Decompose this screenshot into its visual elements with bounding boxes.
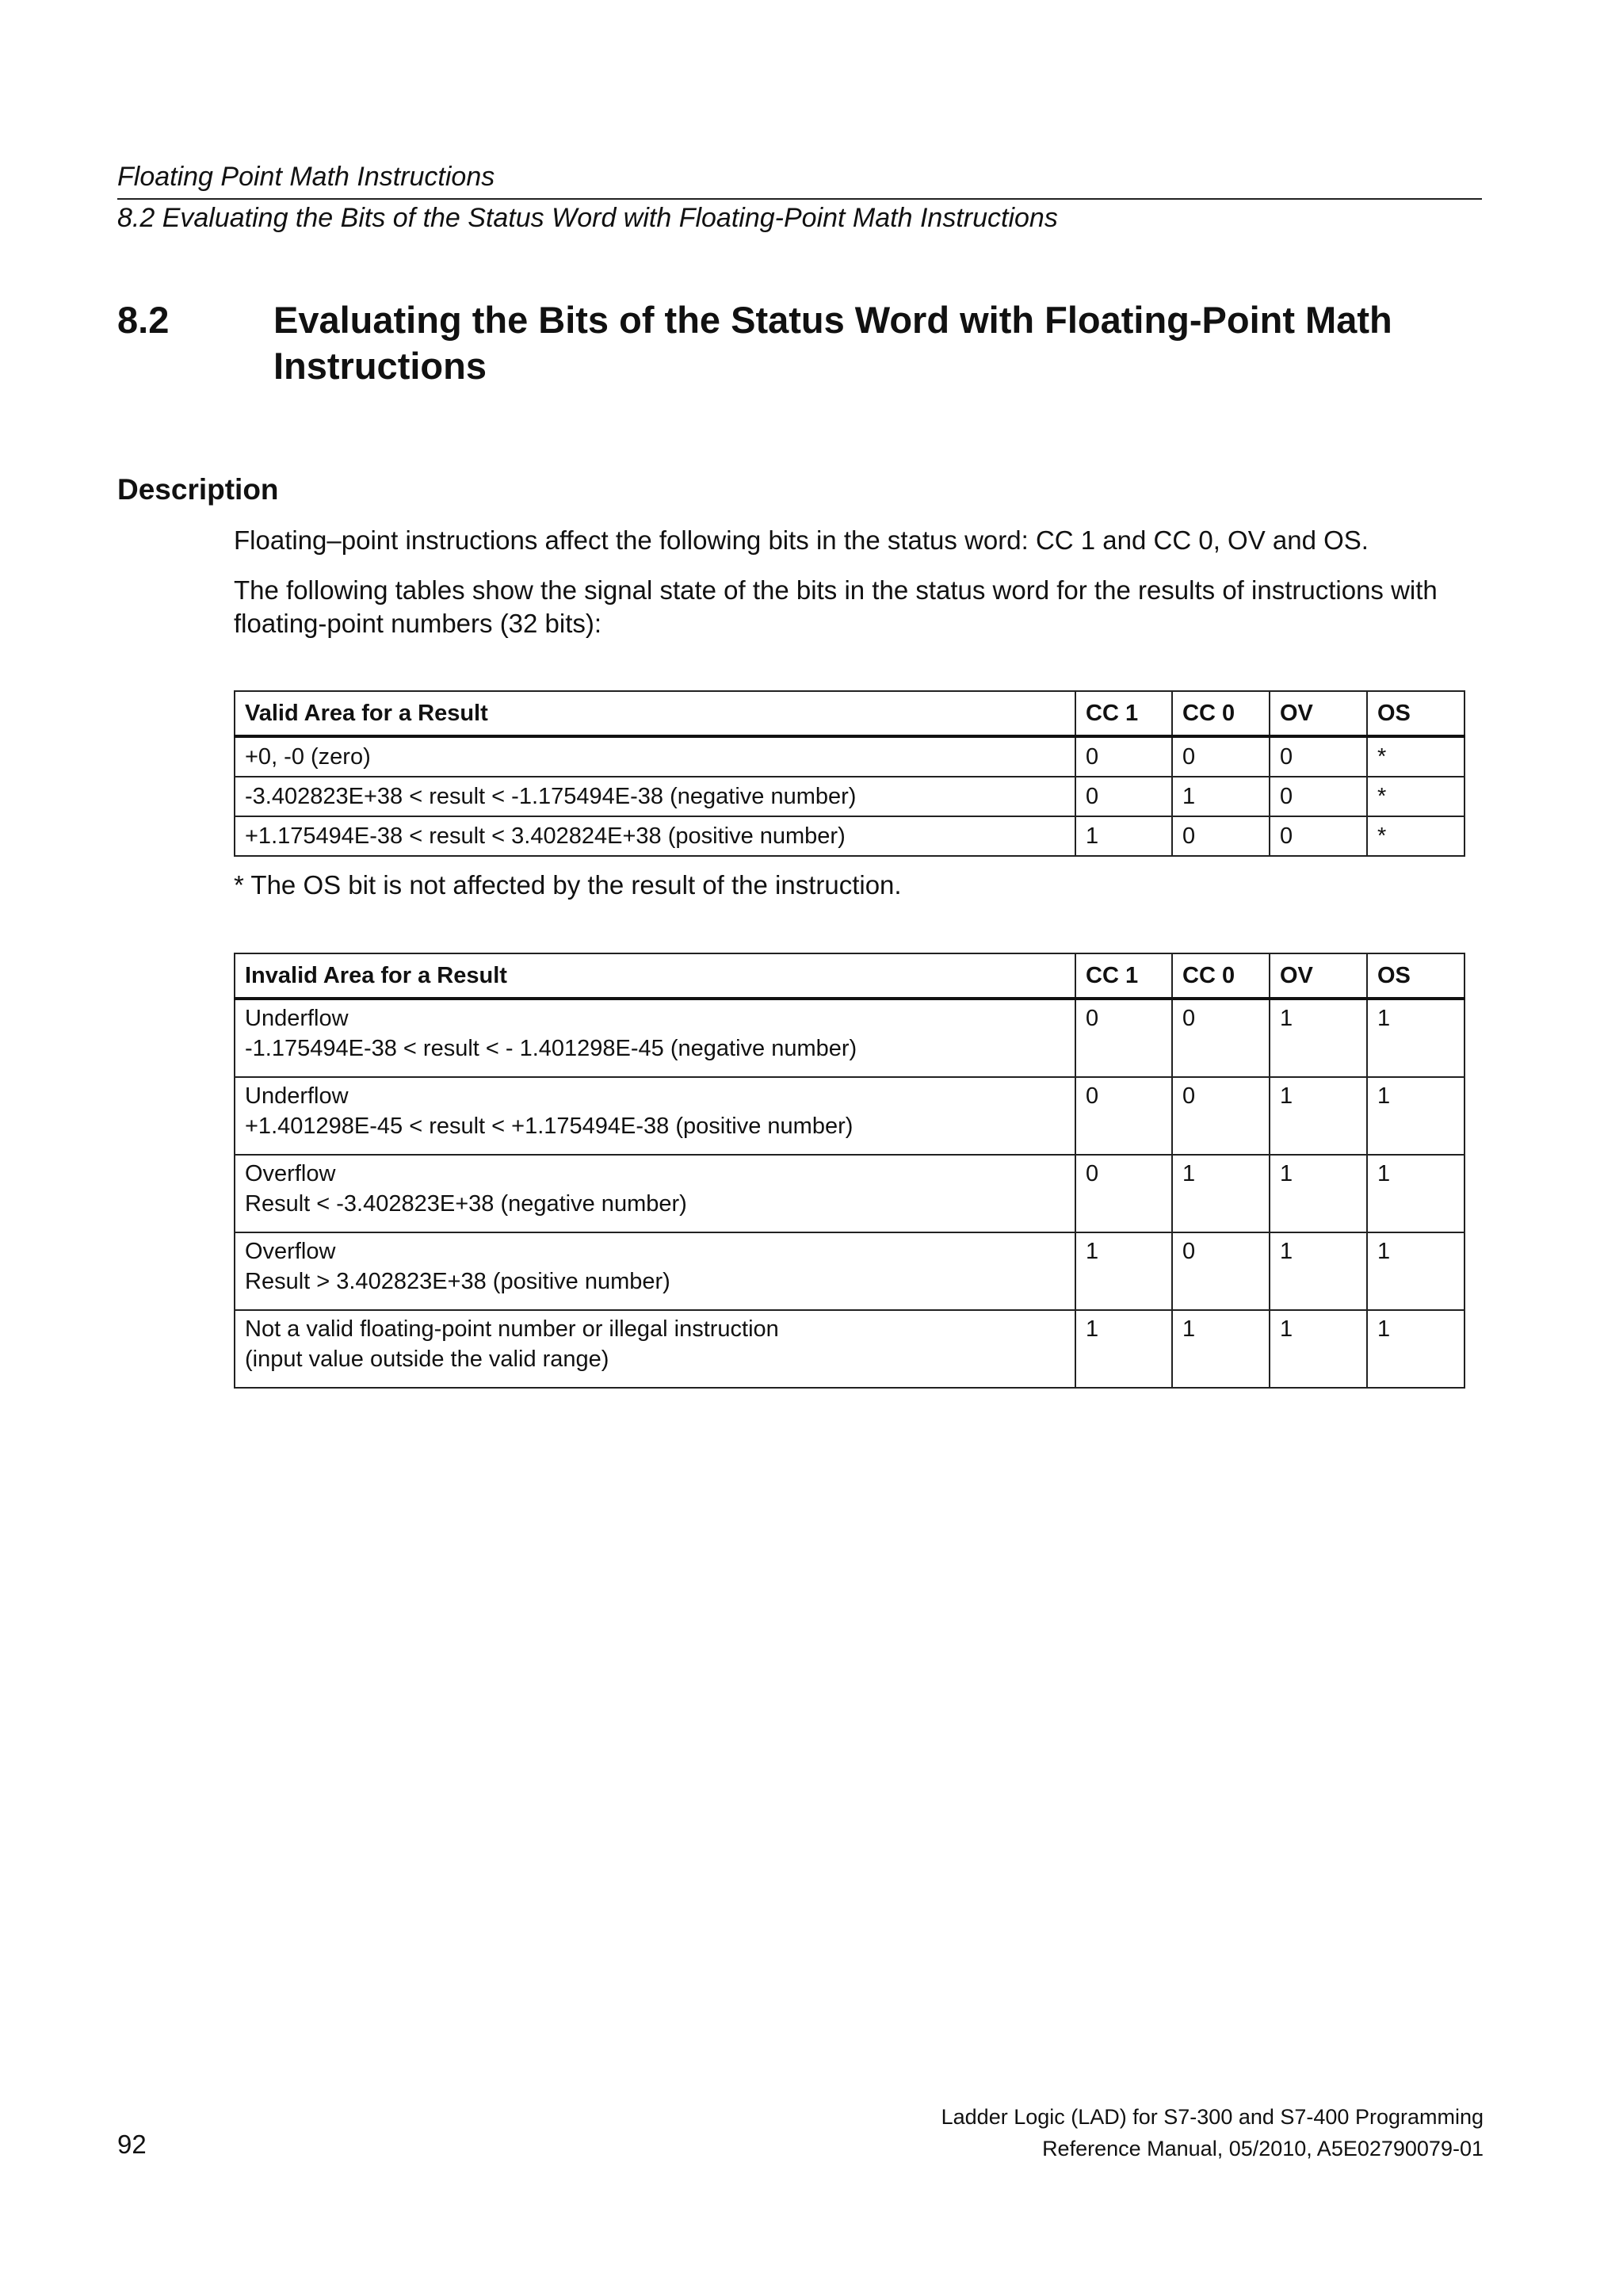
os-cell: *: [1367, 736, 1465, 777]
os-cell: 1: [1367, 1155, 1465, 1232]
area-label: Overflow: [245, 1239, 336, 1264]
area-range: Result < -3.402823E+38 (negative number): [245, 1191, 687, 1217]
ov-cell: 0: [1270, 736, 1367, 777]
area-range: (input value outside the valid range): [245, 1347, 609, 1372]
ov-cell: 0: [1270, 777, 1367, 816]
footer-manual-title: Ladder Logic (LAD) for S7-300 and S7-400 Programming: [941, 2105, 1484, 2129]
cc0-cell: 0: [1172, 736, 1270, 777]
cc0-cell: 1: [1172, 777, 1270, 816]
description-paragraph-1: Floating–point instructions affect the following bits in the status word: CC 1 and CC 0, OV and OS.: [234, 525, 1369, 555]
valid-area-table: [234, 690, 1465, 857]
description-heading: Description: [117, 473, 279, 506]
ov-cell: 1: [1270, 1155, 1367, 1232]
header-chapter-title: Floating Point Math Instructions: [117, 162, 495, 192]
cc0-cell: 1: [1172, 1155, 1270, 1232]
page-number: 92: [117, 2130, 147, 2159]
area-cell: +0, -0 (zero): [235, 736, 1075, 777]
table-row: [235, 999, 1465, 1077]
cc1-cell: 0: [1075, 1077, 1172, 1155]
column-header-os: OS: [1367, 691, 1465, 736]
table-row: [235, 777, 1465, 816]
column-header-ov: OV: [1270, 691, 1367, 736]
column-header-area: Invalid Area for a Result: [235, 953, 1075, 999]
area-cell: +1.175494E-38 < result < 3.402824E+38 (positive number): [235, 816, 1075, 856]
column-header-cc1: CC 1: [1075, 953, 1172, 999]
area-cell: [235, 1155, 1075, 1232]
column-header-ov: OV: [1270, 953, 1367, 999]
area-cell: [235, 1077, 1075, 1155]
area-cell: [235, 1310, 1075, 1388]
ov-cell: 0: [1270, 816, 1367, 856]
footer-manual-reference: Reference Manual, 05/2010, A5E02790079-01: [1042, 2137, 1484, 2160]
area-cell: [235, 999, 1075, 1077]
table-row: [235, 1310, 1465, 1388]
cc0-cell: 0: [1172, 999, 1270, 1077]
area-range: +1.401298E-45 < result < +1.175494E-38 (positive number): [245, 1114, 854, 1139]
ov-cell: 1: [1270, 1232, 1367, 1310]
description-paragraph-2: The following tables show the signal state of the bits in the status word for the results of instructions with floating-point numbers (32 bits):: [234, 575, 1438, 638]
invalid-area-table: [234, 953, 1465, 1389]
area-label: Overflow: [245, 1161, 336, 1186]
cc1-cell: 0: [1075, 736, 1172, 777]
os-cell: *: [1367, 777, 1465, 816]
column-header-area: Valid Area for a Result: [235, 691, 1075, 736]
area-range: Result > 3.402823E+38 (positive number): [245, 1269, 670, 1294]
header-section-path: 8.2 Evaluating the Bits of the Status Word with Floating-Point Math Instructions: [117, 203, 1058, 233]
table-row: [235, 1232, 1465, 1310]
cc1-cell: 1: [1075, 816, 1172, 856]
ov-cell: 1: [1270, 1310, 1367, 1388]
table-row: [235, 736, 1465, 777]
cc0-cell: 0: [1172, 1077, 1270, 1155]
page-header: [117, 157, 1482, 236]
section-number: 8.2: [117, 299, 170, 341]
section-title: Evaluating the Bits of the Status Word with Floating-Point Math Instructions: [273, 299, 1392, 387]
table-header-row: [235, 691, 1465, 736]
table-row: [235, 1077, 1465, 1155]
column-header-cc0: CC 0: [1172, 953, 1270, 999]
area-label: Underflow: [245, 1083, 349, 1109]
os-cell: *: [1367, 816, 1465, 856]
os-cell: 1: [1367, 1310, 1465, 1388]
cc1-cell: 0: [1075, 777, 1172, 816]
area-label: Not a valid floating-point number or illegal instruction: [245, 1316, 779, 1342]
column-header-cc1: CC 1: [1075, 691, 1172, 736]
table-row: [235, 816, 1465, 856]
ov-cell: 1: [1270, 999, 1367, 1077]
table-header-row: [235, 953, 1465, 999]
area-label: Underflow: [245, 1006, 349, 1031]
ov-cell: 1: [1270, 1077, 1367, 1155]
area-cell: [235, 1232, 1075, 1310]
cc1-cell: 1: [1075, 1232, 1172, 1310]
cc1-cell: 0: [1075, 999, 1172, 1077]
area-cell: -3.402823E+38 < result < -1.175494E-38 (negative number): [235, 777, 1075, 816]
column-header-cc0: CC 0: [1172, 691, 1270, 736]
cc0-cell: 0: [1172, 816, 1270, 856]
cc1-cell: 0: [1075, 1155, 1172, 1232]
column-header-os: OS: [1367, 953, 1465, 999]
cc1-cell: 1: [1075, 1310, 1172, 1388]
os-cell: 1: [1367, 999, 1465, 1077]
page-footer: [941, 2101, 1484, 2164]
cc0-cell: 1: [1172, 1310, 1270, 1388]
area-range: -1.175494E-38 < result < - 1.401298E-45 (negative number): [245, 1036, 857, 1061]
os-footnote: * The OS bit is not affected by the result of the instruction.: [234, 870, 902, 900]
table-row: [235, 1155, 1465, 1232]
os-cell: 1: [1367, 1232, 1465, 1310]
os-cell: 1: [1367, 1077, 1465, 1155]
cc0-cell: 0: [1172, 1232, 1270, 1310]
